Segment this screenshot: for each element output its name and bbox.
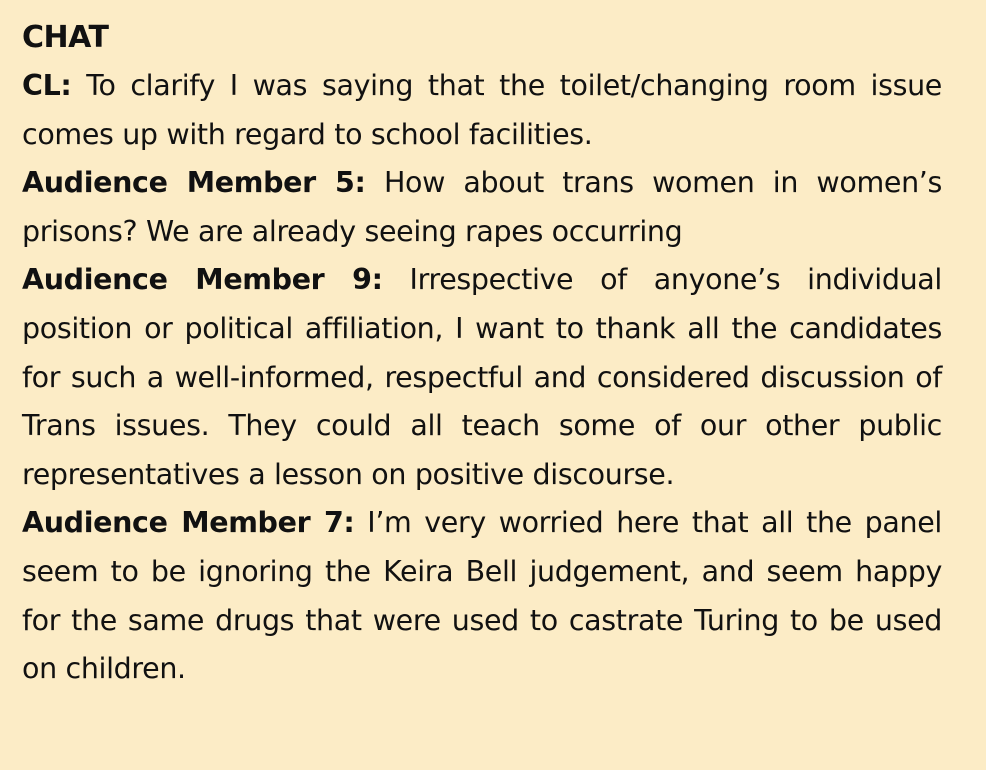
message-text: I’m very worried here that all the panel seem to be ignoring the Keira Bell judgement, and seem happy for the same drugs that were used to castrate Turing to be used on children. (22, 506, 942, 686)
speaker-name: Audience Member 7: (22, 506, 355, 540)
chat-log (22, 62, 942, 694)
message-text: Irrespective of anyone’s individual position or political affiliation, I want to thank all the candidates for such a well-informed, respectful and considered discussion of Trans issues. They could all teach some of our other public representatives a lesson on positive discourse. (22, 263, 942, 491)
speaker-name: CL: (22, 69, 72, 102)
chat-message (22, 62, 942, 159)
message-text: How about trans women in women’s prisons? We are already seeing rapes occurring (22, 166, 942, 248)
chat-message (22, 159, 942, 256)
chat-message (22, 256, 942, 499)
speaker-name: Audience Member 9: (22, 263, 383, 297)
message-text: To clarify I was saying that the toilet/changing room issue comes up with regard to school facilities. (22, 69, 942, 151)
chat-message (22, 499, 942, 693)
chat-heading: CHAT (22, 20, 109, 55)
speaker-name: Audience Member 5: (22, 166, 366, 200)
